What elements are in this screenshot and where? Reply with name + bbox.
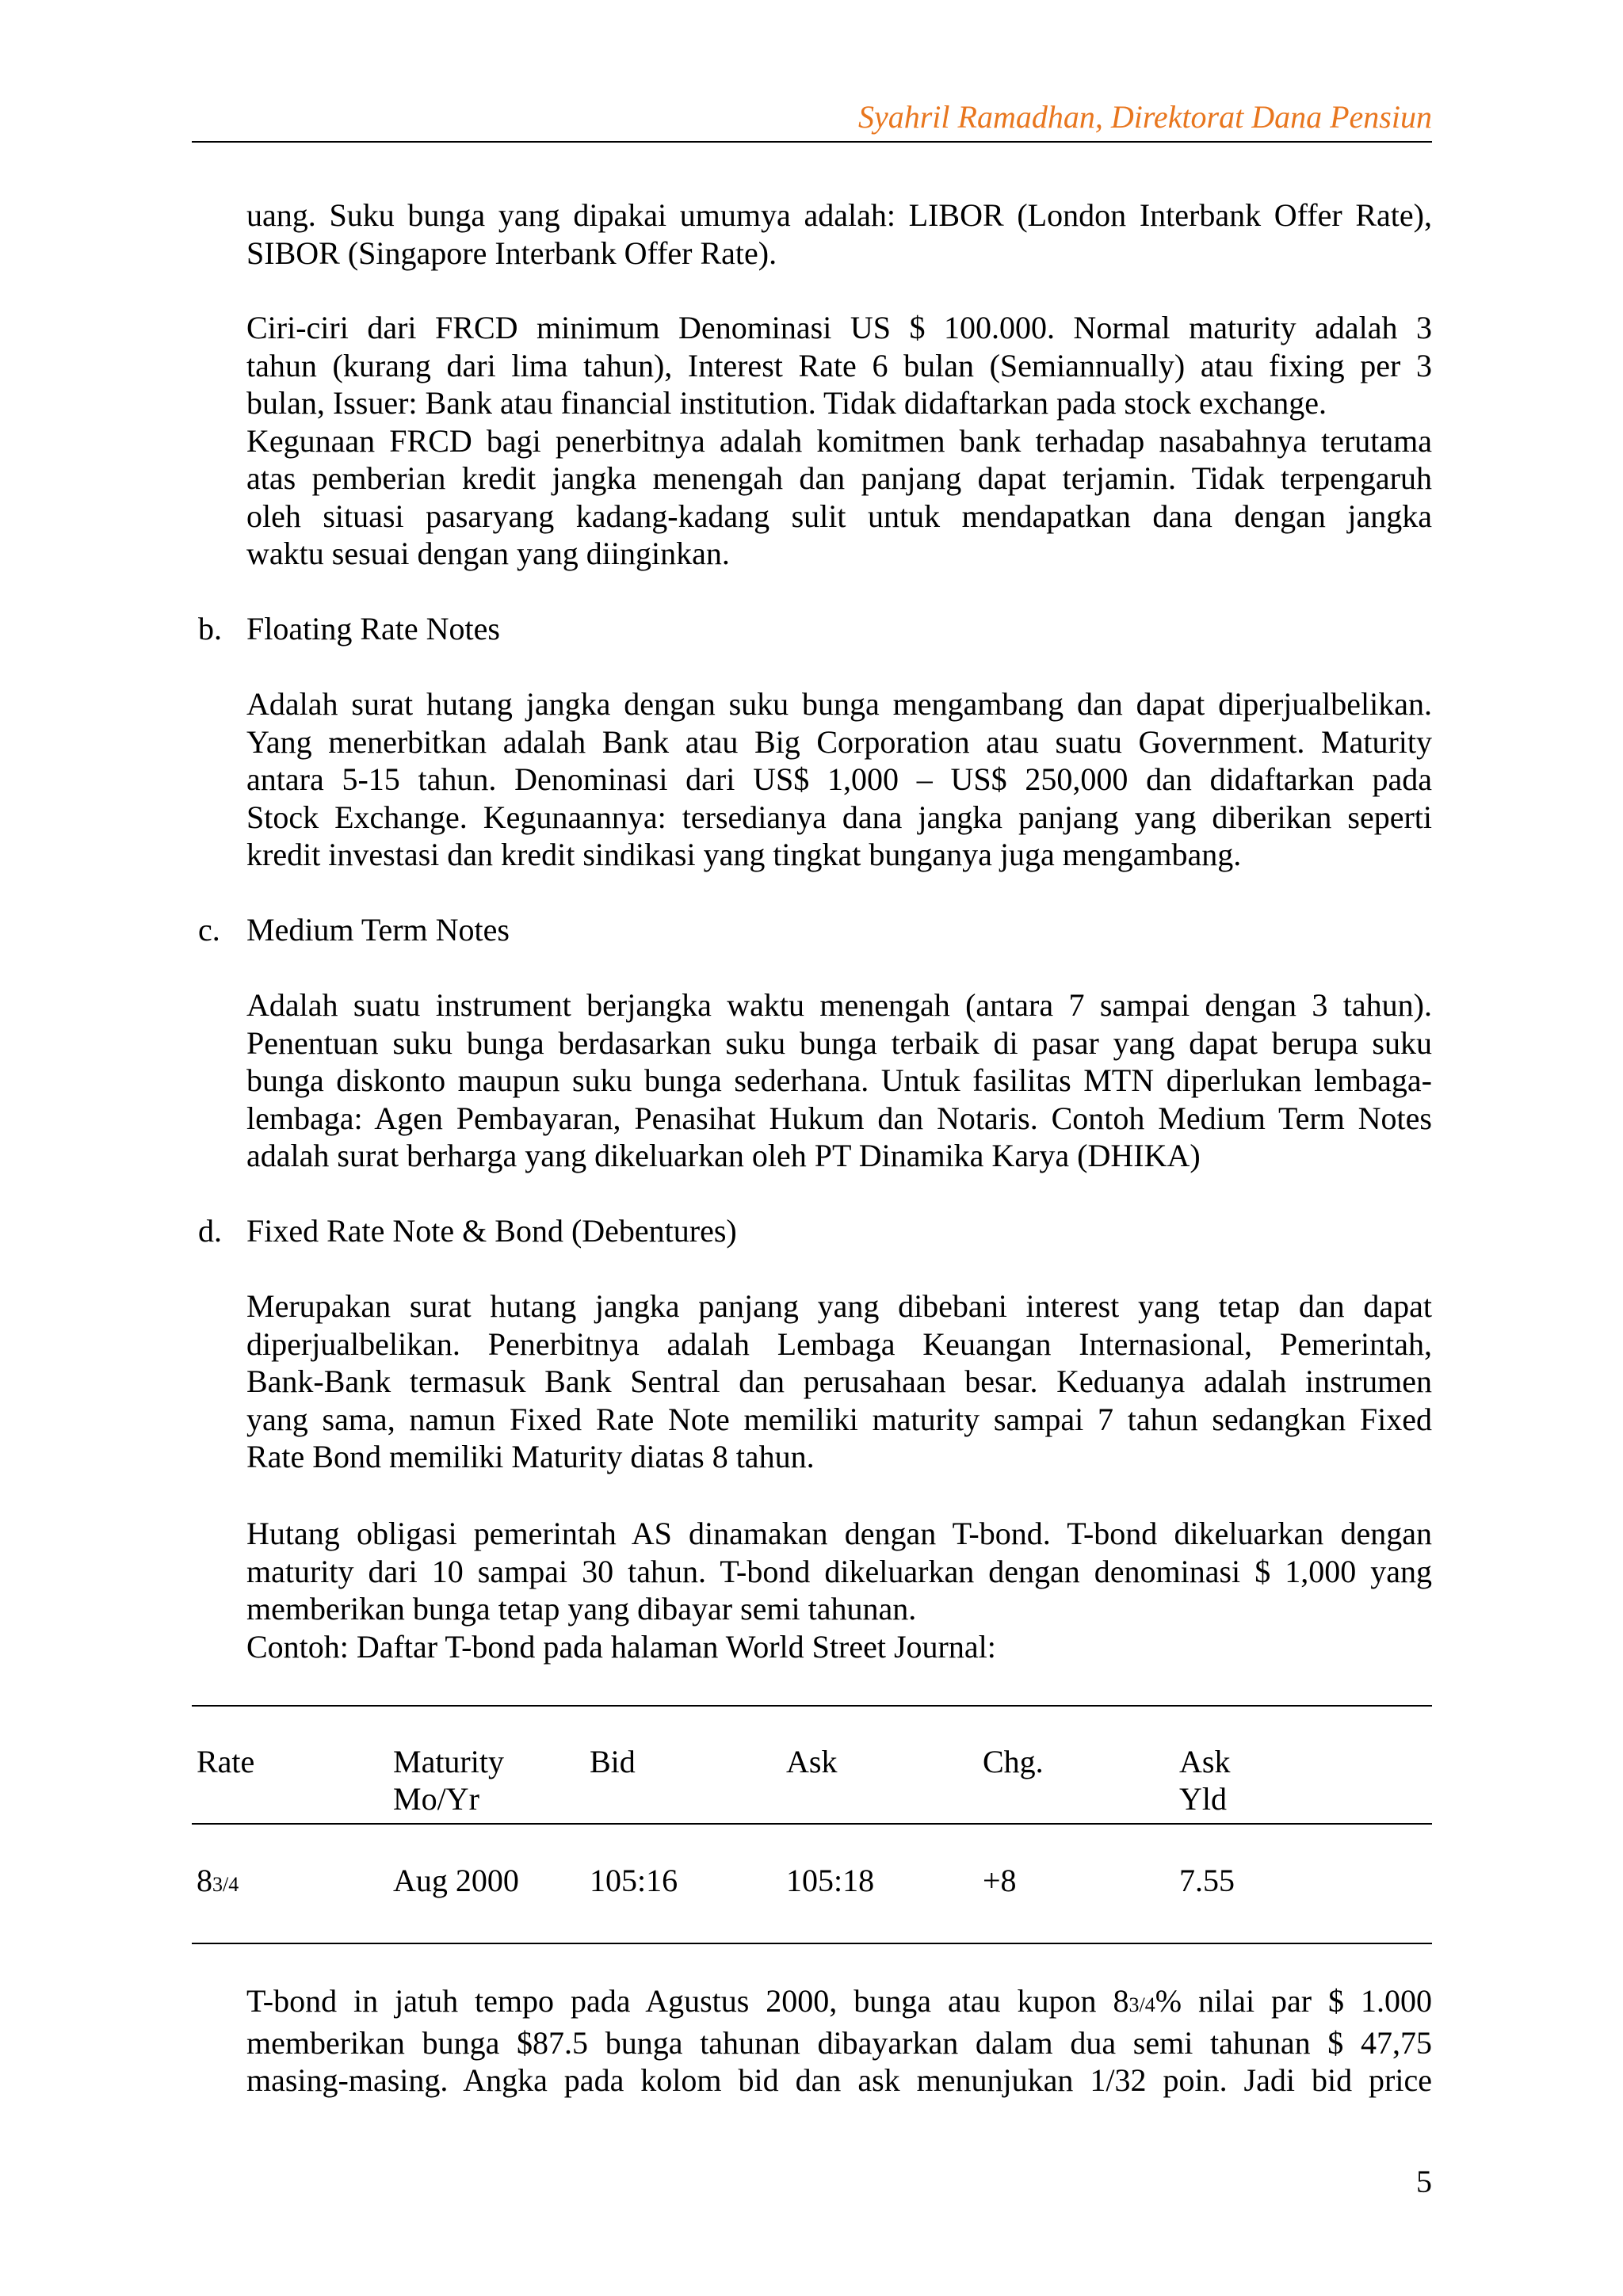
text-line: Hutang obligasi pemerintah AS dinamakan dengan T-bond. T-bond dikeluarkan dengan xyxy=(246,1516,1432,1551)
col-header-rate: Rate xyxy=(197,1744,255,1779)
text-line xyxy=(246,1982,1432,2024)
col-header-bid: Bid xyxy=(590,1744,636,1779)
text-line: tahun (kurang dari lima tahun), Interest Rate 6 bulan (Semiannually) atau fixing per 3 xyxy=(246,347,1432,383)
col-header-maturity-sub: Mo/Yr xyxy=(393,1781,479,1817)
cell-ask: 105:18 xyxy=(786,1863,875,1898)
text-line: kredit investasi dan kredit sindikasi yang tingkat bunganya juga mengambang. xyxy=(246,837,1242,872)
coupon-fraction: 3/4 xyxy=(1128,1993,1155,2016)
text-line: diperjualbelikan. Penerbitnya adalah Lembaga Keuangan Internasional, Pemerintah, xyxy=(246,1325,1432,1362)
text-line: Rate Bond memiliki Maturity diatas 8 tahun. xyxy=(246,1439,815,1474)
frcd-paragraph xyxy=(246,309,1432,573)
text-line: bunga diskonto maupun suku bunga sederhana. Untuk fasilitas MTN diperlukan lembaga- xyxy=(246,1062,1432,1098)
cell-ask-yld: 7.55 xyxy=(1179,1863,1235,1898)
section-c-paragraph xyxy=(246,986,1432,1175)
col-header-ask-yld-sub: Yld xyxy=(1179,1781,1227,1817)
text-run: T-bond in jatuh tempo pada Agustus 2000, bunga atau kupon 8 xyxy=(246,1983,1129,2019)
text-line: lembaga: Agen Pembayaran, Penasihat Hukum dan Notaris. Contoh Medium Term Notes xyxy=(246,1100,1432,1136)
col-header-chg: Chg. xyxy=(983,1744,1044,1779)
text-line: SIBOR (Singapore Interbank Offer Rate). xyxy=(246,235,777,271)
col-header-ask: Ask xyxy=(786,1744,838,1779)
text-run: % nilai par $ 1.000 xyxy=(1155,1983,1432,2019)
text-line: memberikan bunga $87.5 bunga tahunan dibayarkan dalam dua semi tahunan $ 47,75 xyxy=(246,2024,1432,2061)
section-title: Medium Term Notes xyxy=(246,912,510,948)
cell-rate xyxy=(197,1862,239,1904)
text-line: memberikan bunga tetap yang dibayar semi tahunan. xyxy=(246,1591,917,1627)
col-header-maturity: Maturity xyxy=(393,1744,504,1779)
text-line: waktu sesuai dengan yang diinginkan. xyxy=(246,536,730,571)
table-bottom-rule xyxy=(192,1943,1432,1944)
section-title: Floating Rate Notes xyxy=(246,611,500,646)
list-marker: c. xyxy=(198,912,220,948)
cell-chg: +8 xyxy=(983,1863,1017,1898)
text-line: Adalah surat hutang jangka dengan suku bunga mengambang dan dapat diperjualbelikan. xyxy=(246,686,1432,722)
col-header-ask-yld: Ask xyxy=(1179,1744,1231,1779)
text-line: yang sama, namun Fixed Rate Note memiliki maturity sampai 7 tahun sedangkan Fixed xyxy=(246,1401,1432,1437)
text-line: Yang menerbitkan adalah Bank atau Big Corporation atau suatu Government. Maturity xyxy=(246,723,1432,760)
example-caption: Contoh: Daftar T-bond pada halaman World Street Journal: xyxy=(246,1628,996,1665)
cell-maturity: Aug 2000 xyxy=(393,1863,519,1898)
section-d-paragraph xyxy=(246,1287,1432,1476)
rate-fraction: 3/4 xyxy=(212,1873,239,1896)
text-line: maturity dari 10 sampai 30 tahun. T-bond dikeluarkan dengan denominasi $ 1,000 yang xyxy=(246,1553,1432,1589)
section-b-paragraph xyxy=(246,685,1432,874)
cell-bid: 105:16 xyxy=(590,1863,678,1898)
list-marker: d. xyxy=(198,1213,222,1249)
text-line: Penentuan suku bunga berdasarkan suku bunga terbaik di pasar yang dapat berupa suku xyxy=(246,1024,1432,1061)
running-header xyxy=(192,93,1432,143)
list-marker: b. xyxy=(198,611,222,646)
text-line: oleh situasi pasaryang kadang-kadang sulit untuk mendapatkan dana dengan jangka xyxy=(246,498,1432,534)
running-title: Syahril Ramadhan, Direktorat Dana Pensiun xyxy=(857,99,1432,135)
text-line: uang. Suku bunga yang dipakai umumya adalah: LIBOR (London Interbank Offer Rate), xyxy=(246,197,1432,233)
page-number: 5 xyxy=(1416,2164,1432,2199)
text-line: adalah surat berharga yang dikeluarkan oleh PT Dinamika Karya (DHIKA) xyxy=(246,1138,1201,1173)
intro-paragraph xyxy=(246,196,1432,272)
text-line: bulan, Issuer: Bank atau financial institution. Tidak didaftarkan pada stock exchange. xyxy=(246,385,1327,421)
text-line: Kegunaan FRCD bagi penerbitnya adalah komitmen bank terhadap nasabahnya terutama xyxy=(246,422,1432,459)
text-line: atas pemberian kredit jangka menengah dan panjang dapat terjamin. Tidak terpengaruh xyxy=(246,460,1432,496)
text-line: Stock Exchange. Kegunaannya: tersedianya dana jangka panjang yang diberikan seperti xyxy=(246,799,1432,835)
text-line: Ciri-ciri dari FRCD minimum Denominasi US $ 100.000. Normal maturity adalah 3 xyxy=(246,310,1432,345)
text-line: antara 5-15 tahun. Denominasi dari US$ 1,000 – US$ 250,000 dan didaftarkan pada xyxy=(246,761,1432,797)
text-line: masing-masing. Angka pada kolom bid dan ask menunjukan 1/32 poin. Jadi bid price xyxy=(246,2062,1432,2098)
table-top-rule xyxy=(192,1705,1432,1707)
section-title: Fixed Rate Note & Bond (Debentures) xyxy=(246,1213,737,1249)
table-header-rule xyxy=(192,1823,1432,1825)
text-line: Bank-Bank termasuk Bank Sentral dan perusahaan besar. Keduanya adalah instrumen xyxy=(246,1363,1432,1399)
closing-paragraph xyxy=(246,1982,1432,2100)
rate-whole: 8 xyxy=(197,1863,212,1898)
text-line: Adalah suatu instrument berjangka waktu menengah (antara 7 sampai dengan 3 tahun). xyxy=(246,987,1432,1023)
tbond-paragraph xyxy=(246,1515,1432,1665)
text-line: Merupakan surat hutang jangka panjang yang dibebani interest yang tetap dan dapat xyxy=(246,1288,1432,1324)
